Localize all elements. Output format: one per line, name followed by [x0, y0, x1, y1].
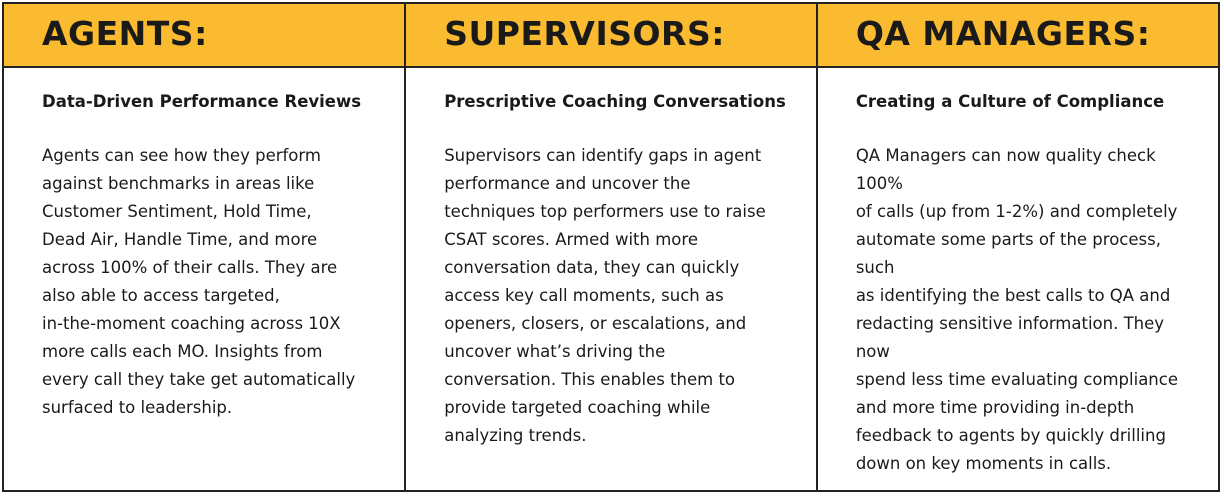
- text-line: Agents can see how they perform: [42, 146, 321, 165]
- text-line: conversation. This enables them to: [444, 370, 736, 389]
- text-line: access key call moments, such as: [444, 286, 724, 305]
- column-body: [4, 68, 404, 422]
- column-supervisors: [404, 4, 816, 490]
- column-title: SUPERVISORS:: [444, 13, 725, 53]
- text-line: QA Managers can now quality check 100%: [855, 146, 1156, 193]
- column-header: [406, 4, 816, 68]
- text-line: openers, closers, or escalations, and: [444, 314, 747, 333]
- text-line: CSAT scores. Armed with more: [444, 230, 698, 249]
- column-subtitle: Data-Driven Performance Reviews: [42, 92, 362, 111]
- text-line: and more time providing in-depth: [855, 398, 1135, 417]
- column-subtitle: Prescriptive Coaching Conversations: [444, 92, 786, 111]
- text-line: against benchmarks in areas like: [42, 174, 315, 193]
- text-line: as identifying the best calls to QA and: [855, 286, 1171, 305]
- text-line: analyzing trends.: [444, 426, 587, 445]
- text-line: of calls (up from 1-2%) and completely: [855, 202, 1178, 221]
- column-header: [4, 4, 404, 68]
- text-line: automate some parts of the process, such: [855, 230, 1161, 277]
- text-line: more calls each MO. Insights from: [42, 342, 323, 361]
- text-line: uncover what’s driving the: [444, 342, 666, 361]
- text-line: redacting sensitive information. They now: [855, 314, 1165, 361]
- roles-table: [2, 2, 1220, 492]
- column-title: AGENTS:: [42, 13, 208, 53]
- text-line: Supervisors can identify gaps in agent: [444, 146, 762, 165]
- text-line: Dead Air, Handle Time, and more: [42, 230, 318, 249]
- column-body: [818, 68, 1218, 478]
- text-line: Customer Sentiment, Hold Time,: [42, 202, 312, 221]
- text-line: provide targeted coaching while: [444, 398, 711, 417]
- text-line: performance and uncover the: [444, 174, 691, 193]
- text-line: conversation data, they can quickly: [444, 258, 740, 277]
- text-line: spend less time evaluating compliance: [855, 370, 1178, 389]
- column-qa-managers: [816, 4, 1218, 490]
- column-description: [444, 142, 786, 450]
- column-subtitle: Creating a Culture of Compliance: [855, 92, 1165, 111]
- column-body: [406, 68, 816, 450]
- text-line: feedback to agents by quickly drilling: [855, 426, 1166, 445]
- column-description: [42, 142, 374, 422]
- text-line: in-the-moment coaching across 10X: [42, 314, 341, 333]
- text-line: surfaced to leadership.: [42, 398, 233, 417]
- text-line: techniques top performers use to raise: [444, 202, 766, 221]
- text-line: down on key moments in calls.: [855, 454, 1112, 473]
- text-line: across 100% of their calls. They are: [42, 258, 338, 277]
- text-line: also able to access targeted,: [42, 286, 280, 305]
- column-title: QA MANAGERS:: [855, 13, 1151, 53]
- column-agents: [4, 4, 404, 490]
- column-header: [818, 4, 1218, 68]
- text-line: every call they take get automatically: [42, 370, 356, 389]
- column-description: [856, 142, 1188, 478]
